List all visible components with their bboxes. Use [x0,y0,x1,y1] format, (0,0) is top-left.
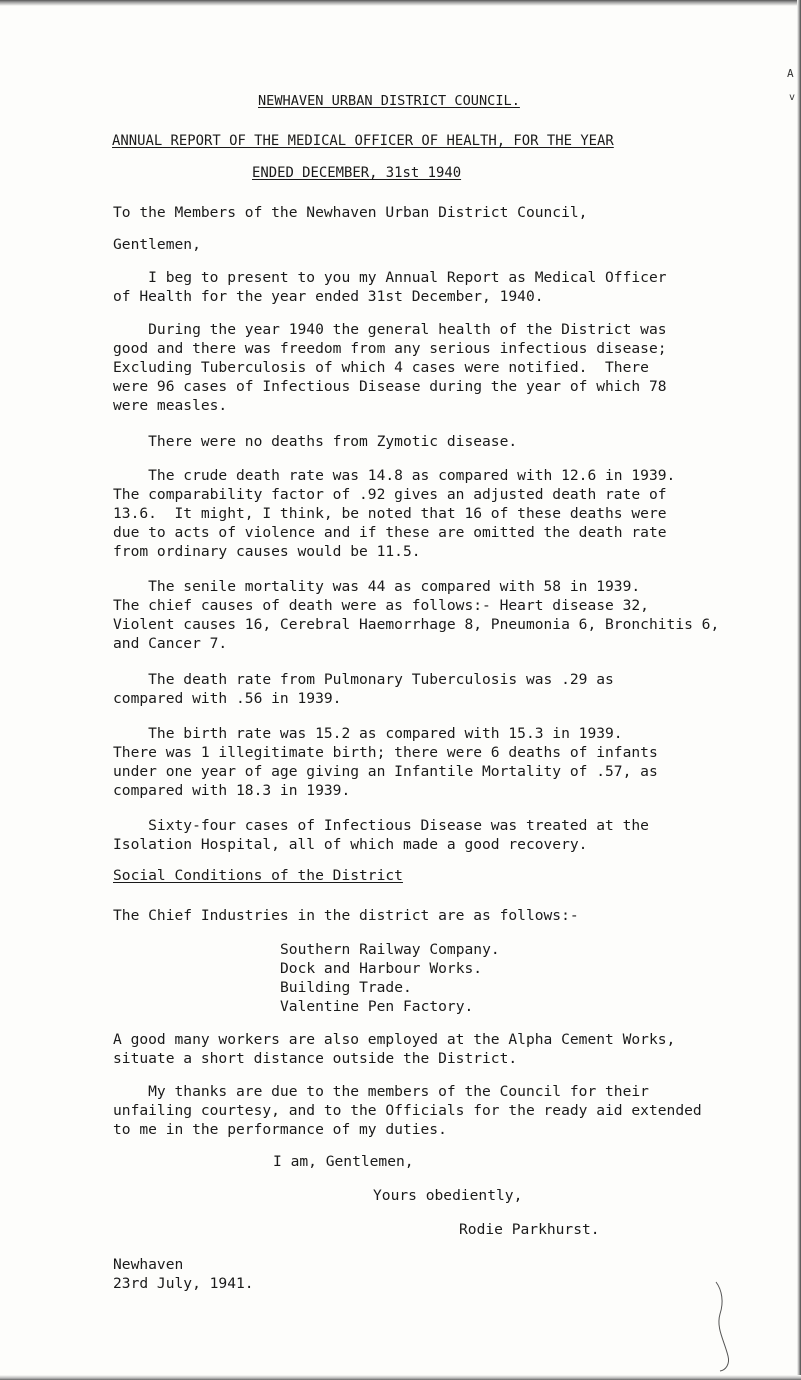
addressee-line: To the Members of the Newhaven Urban District Council, [113,204,588,221]
margin-mark: A [787,67,794,80]
paragraph-death-rate: The crude death rate was 14.8 as compared with 12.6 in 1939. The comparability factor of .92 gives an adjusted death rate of 13.6. It might, I think, be noted that 16 of these deaths were due to acts of violence and if these are omitted the death rate from ordinary causes would be 11.5. [113,467,676,560]
paragraph-thanks: My thanks are due to the members of the Council for their unfailing courtesy, and to the Officials for the ready aid extended to me in the performance of my duties. [113,1083,702,1138]
signoff-line: Yours obediently, [373,1187,523,1204]
paragraph-birth-rate: The birth rate was 15.2 as compared with 15.3 in 1939. There was 1 illegitimate birth; there were 6 deaths of infants under one year of age giving an Infantile Mortality of .57, as compared with 18.3 in 1939. [113,725,658,799]
council-heading: NEWHAVEN URBAN DISTRICT COUNCIL. [258,93,520,109]
industry-item: Valentine Pen Factory. [280,998,474,1015]
scan-edge-bottom [0,1375,801,1380]
industry-item: Dock and Harbour Works. [280,960,483,977]
paragraph-senile-mortality: The senile mortality was 44 as compared with 58 in 1939. The chief causes of death were as follows:- Heart disease 32, Violent causes 16, Cerebral Haemorrhage 8, Pneumonia 6, Bronchitis 6, and Cancer 7. [113,578,720,652]
section-heading: Social Conditions of the District [113,867,403,884]
paragraph-zymotic: There were no deaths from Zymotic disease. [113,433,518,450]
paragraph-cement-works: A good many workers are also employed at the Alpha Cement Works, situate a short distance outside the District. [113,1031,676,1067]
pencil-stroke-mark [698,1280,738,1372]
scan-edge-right [797,0,801,1380]
report-title-line-1: ANNUAL REPORT OF THE MEDICAL OFFICER OF HEALTH, FOR THE YEAR [112,133,614,149]
margin-mark: v [789,92,796,103]
signoff-line: I am, Gentlemen, [273,1153,414,1170]
paragraph-isolation-hospital: Sixty-four cases of Infectious Disease was treated at the Isolation Hospital, all of which made a good recovery. [113,817,649,853]
paragraph-tuberculosis: The death rate from Pulmonary Tuberculosis was .29 as compared with .56 in 1939. [113,671,614,707]
place-line: Newhaven [113,1256,184,1273]
paragraph-intro: I beg to present to you my Annual Report as Medical Officer of Health for the year ended 31st December, 1940. [113,269,667,305]
industry-item: Southern Railway Company. [280,941,500,958]
salutation: Gentlemen, [113,236,201,253]
date-line: 23rd July, 1941. [113,1275,254,1292]
industries-intro: The Chief Industries in the district are as follows:- [113,907,579,924]
paragraph-general-health: During the year 1940 the general health of the District was good and there was freedom from any serious infectious disease; Excluding Tuberculosis of which 4 cases were notified. There were 96 cases of Infectious Disease during the year of which 78 were measles. [113,321,667,414]
signature-name: Rodie Parkhurst. [459,1221,600,1238]
scan-edge-top [0,0,801,6]
industry-item: Building Trade. [280,979,412,996]
report-title-line-2: ENDED DECEMBER, 31st 1940 [252,165,462,181]
